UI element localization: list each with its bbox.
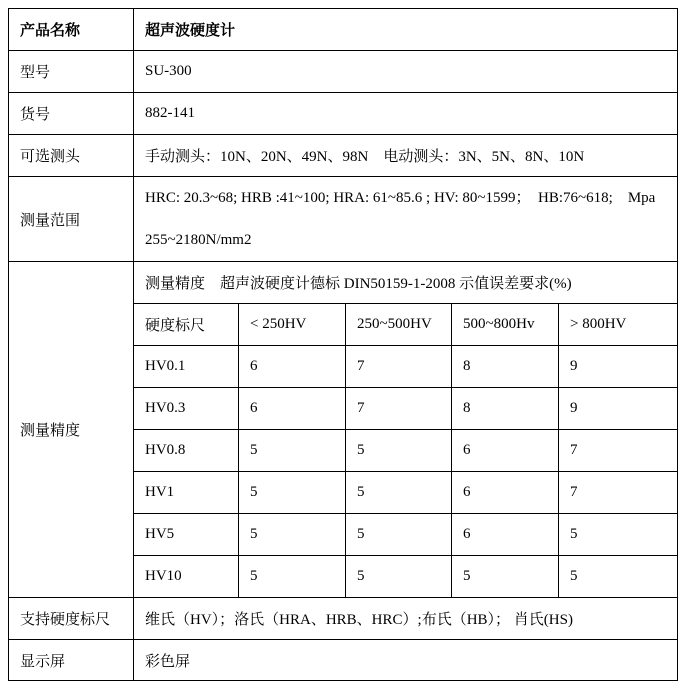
row-value-scales: 维氏（HV）；洛氏（HRA、HRB、HRC）;布氏（HB）； 肖氏(HS) <box>134 598 678 640</box>
table-row-product-name <box>9 9 678 51</box>
precision-value-cell: 5 <box>452 556 559 598</box>
row-label-model: 型号 <box>9 51 134 93</box>
precision-value-cell: 6 <box>452 430 559 472</box>
table-row-probes <box>9 135 678 177</box>
row-label-item-no: 货号 <box>9 93 134 135</box>
precision-col-header-250-500: 250~500HV <box>346 304 452 346</box>
precision-value-cell: 5 <box>559 556 678 598</box>
precision-col-header-500-800: 500~800Hv <box>452 304 559 346</box>
range-line-2: 255~2180N/mm2 <box>145 232 252 248</box>
precision-header: 测量精度 超声波硬度计德标 DIN50159-1-2008 示值误差要求(%) <box>134 262 678 304</box>
precision-value-cell: 5 <box>346 430 452 472</box>
precision-col-header-lt250: < 250HV <box>239 304 346 346</box>
row-label-product-name: 产品名称 <box>9 9 134 51</box>
precision-value-cell: 5 <box>346 556 452 598</box>
precision-value-cell: 5 <box>346 514 452 556</box>
precision-value-cell: 6 <box>239 388 346 430</box>
precision-scale-cell: HV0.8 <box>134 430 239 472</box>
precision-value-cell: 5 <box>239 430 346 472</box>
precision-value-cell: 8 <box>452 346 559 388</box>
table-row-model <box>9 51 678 93</box>
precision-scale-cell: HV0.1 <box>134 346 239 388</box>
precision-col-header-scale: 硬度标尺 <box>134 304 239 346</box>
precision-value-cell: 9 <box>559 388 678 430</box>
row-value-range <box>134 177 678 262</box>
precision-value-cell: 6 <box>452 514 559 556</box>
precision-scale-cell: HV10 <box>134 556 239 598</box>
precision-value-cell: 5 <box>559 514 678 556</box>
table-row-item-no <box>9 93 678 135</box>
precision-scale-cell: HV0.3 <box>134 388 239 430</box>
precision-value-cell: 5 <box>239 556 346 598</box>
product-spec-table <box>8 8 678 681</box>
row-value-probes: 手动测头：10N、20N、49N、98N 电动测头：3N、5N、8N、10N <box>134 135 678 177</box>
row-label-range: 测量范围 <box>9 177 134 262</box>
precision-value-cell: 7 <box>559 472 678 514</box>
row-value-display: 彩色屏 <box>134 640 678 681</box>
row-label-precision: 测量精度 <box>9 262 134 598</box>
precision-value-cell: 9 <box>559 346 678 388</box>
precision-value-cell: 7 <box>559 430 678 472</box>
table-row-scales <box>9 598 678 640</box>
range-line-1: HRC: 20.3~68; HRB :41~100; HRA: 61~85.6 ; HV: 80~1599； HB:76~618; Mpa <box>145 190 656 206</box>
precision-scale-cell: HV5 <box>134 514 239 556</box>
precision-value-cell: 7 <box>346 346 452 388</box>
precision-value-cell: 6 <box>239 346 346 388</box>
precision-value-cell: 5 <box>239 514 346 556</box>
precision-scale-cell: HV1 <box>134 472 239 514</box>
row-value-product-name: 超声波硬度计 <box>134 9 678 51</box>
row-label-scales: 支持硬度标尺 <box>9 598 134 640</box>
precision-value-cell: 8 <box>452 388 559 430</box>
row-label-display: 显示屏 <box>9 640 134 681</box>
precision-col-header-gt800: > 800HV <box>559 304 678 346</box>
table-row-range <box>9 177 678 262</box>
row-label-probes: 可选测头 <box>9 135 134 177</box>
table-row-precision-header <box>9 262 678 304</box>
row-value-item-no: 882-141 <box>134 93 678 135</box>
precision-value-cell: 5 <box>346 472 452 514</box>
row-value-model: SU-300 <box>134 51 678 93</box>
precision-value-cell: 7 <box>346 388 452 430</box>
precision-value-cell: 6 <box>452 472 559 514</box>
table-row-display <box>9 640 678 681</box>
precision-value-cell: 5 <box>239 472 346 514</box>
